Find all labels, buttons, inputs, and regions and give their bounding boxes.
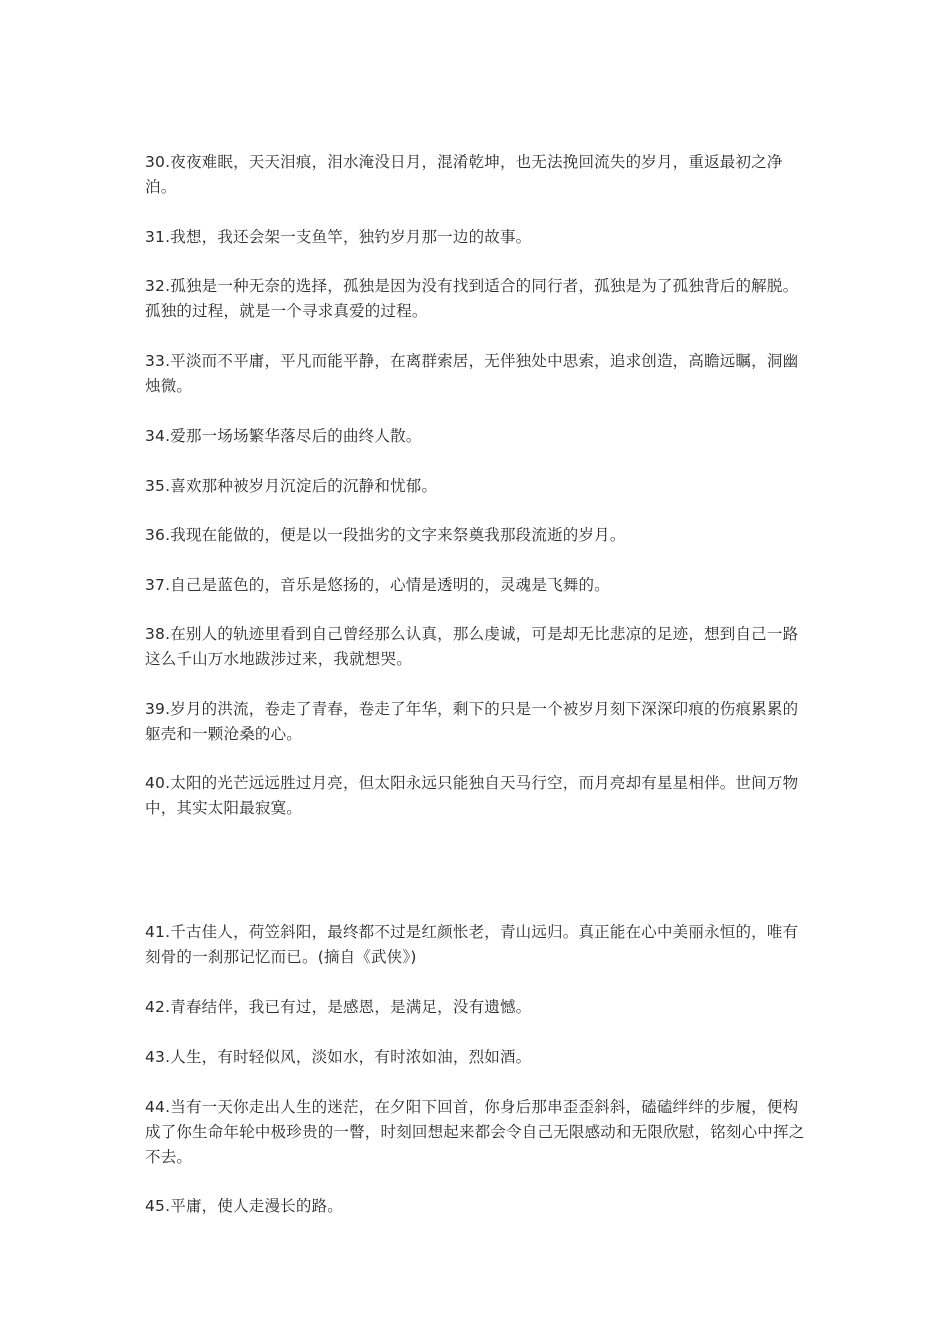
entry-37 — [145, 573, 805, 598]
entry-number: 39. — [145, 700, 171, 718]
entry-text: 我想，我还会架一支鱼竿，独钓岁月那一边的故事。 — [170, 228, 532, 246]
entry-40 — [145, 771, 805, 821]
entry-number: 32. — [145, 277, 171, 295]
entry-43 — [145, 1045, 805, 1070]
entry-text: 我现在能做的，便是以一段拙劣的文字来祭奠我那段流逝的岁月。 — [170, 526, 626, 544]
entry-number: 42. — [145, 998, 171, 1016]
entry-text: 岁月的洪流，卷走了青春，卷走了年华，剩下的只是一个被岁月刻下深深印痕的伤痕累累的躯壳和一颗沧桑的心。 — [145, 700, 799, 743]
entry-text: 千古佳人，荷笠斜阳，最终都不过是红颜怅老，青山远归。真正能在心中美丽永恒的，唯有刻骨的一刹那记忆而已。(摘自《武侠》) — [145, 923, 799, 966]
entry-text: 青春结伴，我已有过，是感恩，是满足，没有遗憾。 — [170, 998, 532, 1016]
entry-number: 31. — [145, 228, 171, 246]
entry-34 — [145, 424, 805, 449]
entry-number: 33. — [145, 352, 171, 370]
entry-text: 孤独是一种无奈的选择，孤独是因为没有找到适合的同行者，孤独是为了孤独背后的解脱。孤独的过程，就是一个寻求真爱的过程。 — [145, 277, 799, 320]
entry-36 — [145, 523, 805, 548]
entry-number: 38. — [145, 625, 171, 643]
entry-text: 喜欢那种被岁月沉淀后的沉静和忧郁。 — [170, 477, 438, 495]
entry-number: 34. — [145, 427, 171, 445]
entry-30 — [145, 150, 805, 200]
entry-number: 41. — [145, 923, 171, 941]
entry-text: 夜夜难眠，天天泪痕，泪水淹没日月，混淆乾坤，也无法挽回流失的岁月，重返最初之净泊。 — [145, 153, 783, 196]
entry-text: 平淡而不平庸，平凡而能平静，在离群索居，无伴独处中思索，追求创造，高瞻远瞩，洞幽烛微。 — [145, 352, 799, 395]
entry-42 — [145, 995, 805, 1020]
entry-number: 36. — [145, 526, 171, 544]
entry-31 — [145, 225, 805, 250]
entry-39 — [145, 697, 805, 747]
entry-32 — [145, 274, 805, 324]
entry-38 — [145, 622, 805, 672]
entry-number: 30. — [145, 153, 171, 171]
entry-45 — [145, 1194, 805, 1219]
entry-number: 40. — [145, 774, 171, 792]
entry-number: 45. — [145, 1197, 171, 1215]
entry-text: 太阳的光芒远远胜过月亮，但太阳永远只能独自天马行空，而月亮却有星星相伴。世间万物中，其实太阳最寂寞。 — [145, 774, 799, 817]
entry-text: 爱那一场场繁华落尽后的曲终人散。 — [170, 427, 422, 445]
entry-35 — [145, 474, 805, 499]
entry-text: 在别人的轨迹里看到自己曾经那么认真，那么虔诚，可是却无比悲凉的足迹，想到自己一路这么千山万水地跋涉过来，我就想哭。 — [145, 625, 799, 668]
entry-text: 平庸，使人走漫长的路。 — [170, 1197, 343, 1215]
entry-text: 当有一天你走出人生的迷茫，在夕阳下回首，你身后那串歪歪斜斜，磕磕绊绊的步履，便构成了你生命年轮中极珍贵的一瞥，时刻回想起来都会令自己无限感动和无限欣慰，铭刻心中挥之不去。 — [145, 1098, 805, 1166]
entry-33 — [145, 349, 805, 399]
entry-number: 43. — [145, 1048, 171, 1066]
entry-number: 44. — [145, 1098, 171, 1116]
entry-number: 35. — [145, 477, 171, 495]
entry-44 — [145, 1095, 805, 1170]
entry-number: 37. — [145, 576, 171, 594]
entry-text: 自己是蓝色的，音乐是悠扬的，心情是透明的，灵魂是飞舞的。 — [170, 576, 610, 594]
entry-text: 人生，有时轻似风，淡如水，有时浓如油，烈如酒。 — [170, 1048, 532, 1066]
entry-41 — [145, 920, 805, 970]
